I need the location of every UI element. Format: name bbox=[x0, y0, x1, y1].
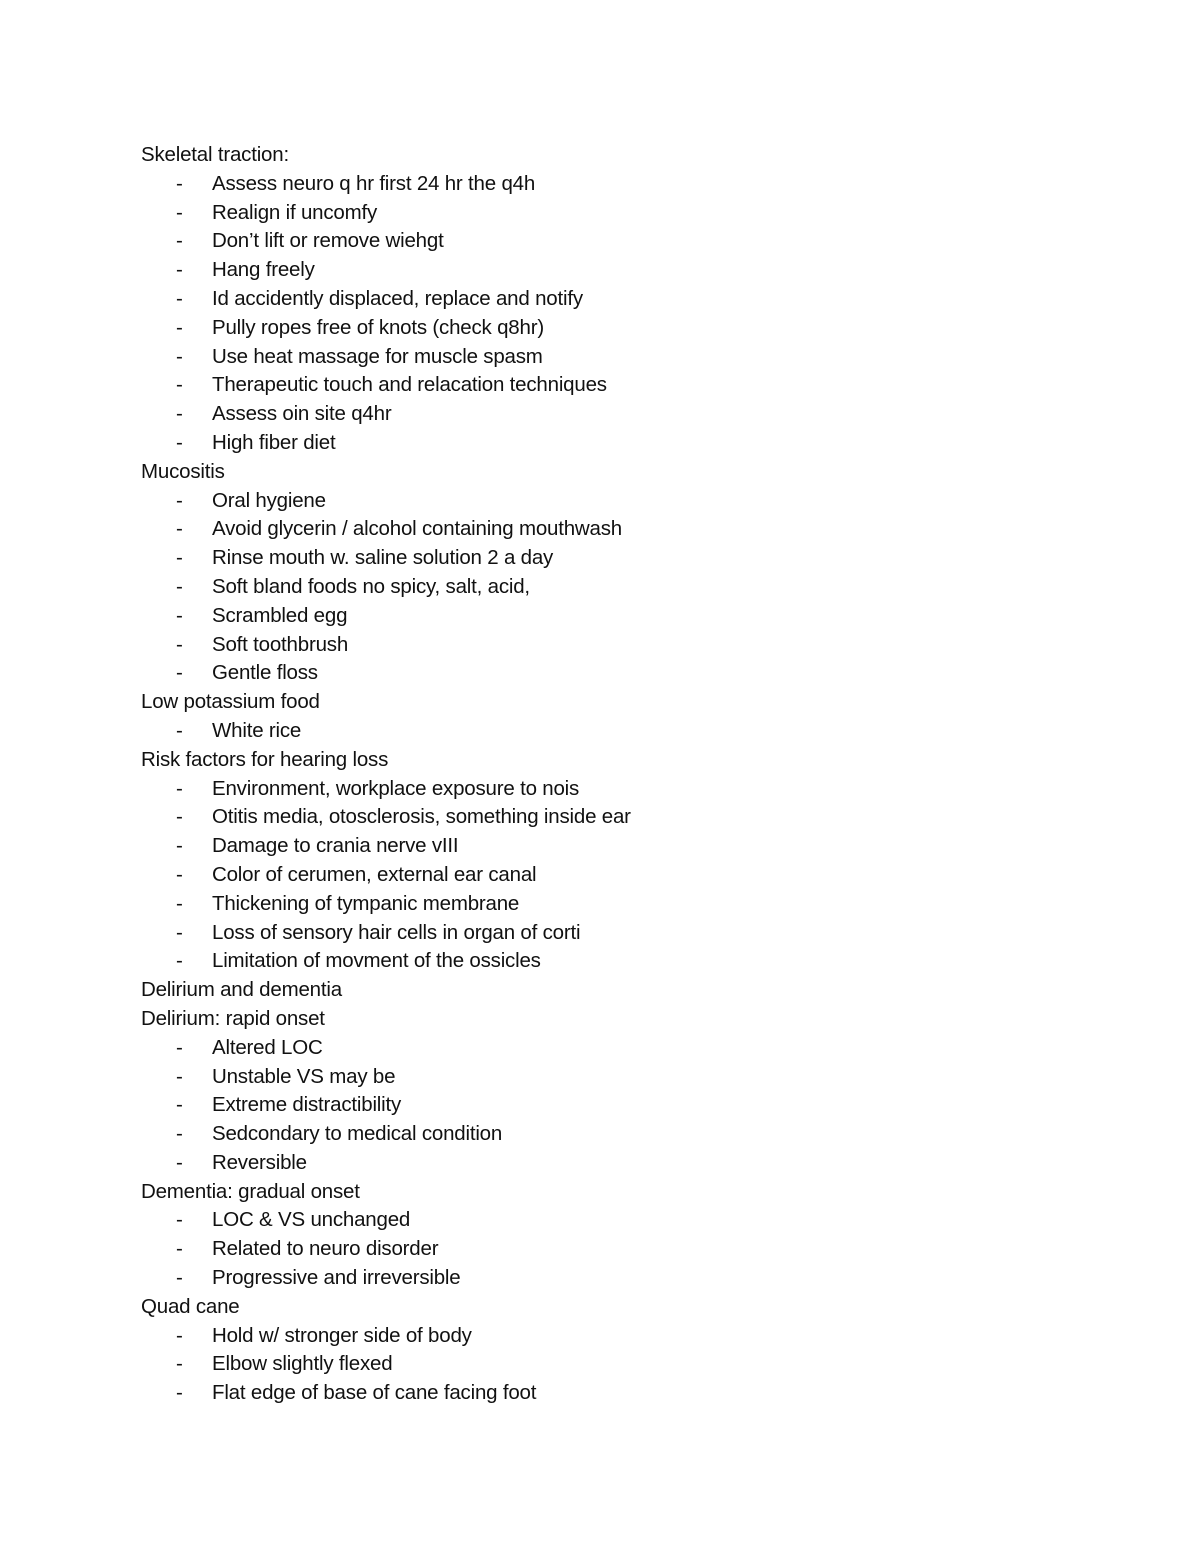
list-item bbox=[141, 314, 1141, 343]
list-item bbox=[141, 1149, 1141, 1178]
bullet-dash: - bbox=[176, 574, 183, 598]
list-item-text: Use heat massage for muscle spasm bbox=[212, 344, 543, 368]
bullet-dash: - bbox=[176, 1035, 183, 1059]
list-item-text: Soft bland foods no spicy, salt, acid, bbox=[212, 574, 530, 598]
list-item bbox=[141, 659, 1141, 688]
bullet-dash: - bbox=[176, 1208, 183, 1232]
list-item bbox=[141, 832, 1141, 861]
list-item-text: Gentle floss bbox=[212, 661, 318, 685]
bullet-dash: - bbox=[176, 315, 183, 339]
list-item bbox=[141, 602, 1141, 631]
list-item bbox=[141, 1063, 1141, 1092]
list-item bbox=[141, 227, 1141, 256]
list-item-text: Sedcondary to medical condition bbox=[212, 1122, 503, 1146]
bullet-dash: - bbox=[176, 373, 183, 397]
bullet-dash: - bbox=[176, 402, 183, 426]
list-item bbox=[141, 573, 1141, 602]
list-item-text: Assess oin site q4hr bbox=[212, 402, 392, 426]
bullet-dash: - bbox=[176, 776, 183, 800]
section-heading: Low potassium food bbox=[141, 690, 320, 714]
section-heading: Skeletal traction: bbox=[141, 143, 289, 166]
list-item bbox=[141, 1235, 1141, 1264]
list-item bbox=[141, 1350, 1141, 1379]
list-item bbox=[141, 1206, 1141, 1235]
list-item-text: Reversible bbox=[212, 1150, 307, 1174]
list-item-text: Soft toothbrush bbox=[212, 632, 349, 656]
section-heading: Delirium and dementia bbox=[141, 978, 342, 1002]
bullet-dash: - bbox=[176, 1237, 183, 1261]
list-item-text: Altered LOC bbox=[212, 1035, 323, 1059]
bullet-dash: - bbox=[176, 1323, 183, 1347]
list-item-text: LOC & VS unchanged bbox=[212, 1208, 411, 1232]
list-item bbox=[141, 256, 1141, 285]
list-item bbox=[141, 717, 1141, 746]
list-item-text: Thickening of tympanic membrane bbox=[212, 891, 520, 915]
list-item bbox=[141, 400, 1141, 429]
list-item-text: Limitation of movment of the ossicles bbox=[212, 949, 541, 973]
list-item bbox=[141, 775, 1141, 804]
bullet-dash: - bbox=[176, 1352, 183, 1376]
list-item bbox=[141, 1322, 1141, 1351]
list-item bbox=[141, 1034, 1141, 1063]
list-item bbox=[141, 861, 1141, 890]
list-item-text: Flat edge of base of cane facing foot bbox=[212, 1381, 537, 1405]
section-heading: Mucositis bbox=[141, 459, 225, 483]
list-item bbox=[141, 199, 1141, 228]
list-item-text: Elbow slightly flexed bbox=[212, 1352, 393, 1376]
list-item-text: Therapeutic touch and relacation techniques bbox=[212, 373, 607, 397]
bullet-dash: - bbox=[176, 603, 183, 627]
section-heading: Risk factors for hearing loss bbox=[141, 747, 389, 771]
section-heading: Delirium: rapid onset bbox=[141, 1006, 325, 1030]
section-heading: Dementia: gradual onset bbox=[141, 1179, 360, 1203]
list-item bbox=[141, 1091, 1141, 1120]
bullet-dash: - bbox=[176, 171, 183, 195]
list-item-text: Related to neuro disorder bbox=[212, 1237, 439, 1261]
bullet-dash: - bbox=[176, 1093, 183, 1117]
document-page bbox=[141, 141, 1141, 1408]
list-item-text: Color of cerumen, external ear canal bbox=[212, 862, 537, 886]
bullet-dash: - bbox=[176, 517, 183, 541]
list-item-text: Avoid glycerin / alcohol containing mouthwash bbox=[212, 517, 622, 541]
list-item-text: Otitis media, otosclerosis, something inside ear bbox=[212, 805, 631, 829]
list-item-text: Loss of sensory hair cells in organ of corti bbox=[212, 920, 581, 944]
list-item bbox=[141, 631, 1141, 660]
bullet-dash: - bbox=[176, 546, 183, 570]
bullet-dash: - bbox=[176, 862, 183, 886]
section-heading: Quad cane bbox=[141, 1294, 240, 1318]
list-item-text: Don’t lift or remove wiehgt bbox=[212, 229, 444, 253]
list-item-text: Rinse mouth w. saline solution 2 a day bbox=[212, 546, 554, 570]
list-item-text: Id accidently displaced, replace and notify bbox=[212, 286, 583, 310]
list-item-text: Environment, workplace exposure to nois bbox=[212, 776, 580, 800]
list-item-text: Hold w/ stronger side of body bbox=[212, 1323, 472, 1347]
bullet-dash: - bbox=[176, 1266, 183, 1290]
bullet-dash: - bbox=[176, 488, 183, 512]
bullet-dash: - bbox=[176, 344, 183, 368]
bullet-dash: - bbox=[176, 949, 183, 973]
list-item bbox=[141, 515, 1141, 544]
bullet-dash: - bbox=[176, 1381, 183, 1405]
list-item bbox=[141, 487, 1141, 516]
bullet-dash: - bbox=[176, 834, 183, 858]
list-item-text: Realign if uncomfy bbox=[212, 200, 378, 224]
list-item bbox=[141, 1120, 1141, 1149]
bullet-dash: - bbox=[176, 920, 183, 944]
list-item bbox=[141, 285, 1141, 314]
bullet-dash: - bbox=[176, 632, 183, 656]
list-item bbox=[141, 890, 1141, 919]
list-item-text: Unstable VS may be bbox=[212, 1064, 396, 1088]
bullet-dash: - bbox=[176, 258, 183, 282]
bullet-dash: - bbox=[176, 286, 183, 310]
bullet-dash: - bbox=[176, 430, 183, 454]
bullet-dash: - bbox=[176, 1122, 183, 1146]
bullet-dash: - bbox=[176, 805, 183, 829]
bullet-dash: - bbox=[176, 661, 183, 685]
bullet-dash: - bbox=[176, 1150, 183, 1174]
list-item-text: White rice bbox=[212, 718, 302, 742]
list-item-text: Hang freely bbox=[212, 258, 315, 282]
list-item-text: Damage to crania nerve vIII bbox=[212, 834, 459, 858]
list-item bbox=[141, 1264, 1141, 1293]
list-item bbox=[141, 371, 1141, 400]
list-item-text: Progressive and irreversible bbox=[212, 1266, 461, 1290]
bullet-dash: - bbox=[176, 891, 183, 915]
bullet-dash: - bbox=[176, 718, 183, 742]
bullet-dash: - bbox=[176, 1064, 183, 1088]
list-item-text: Assess neuro q hr first 24 hr the q4h bbox=[212, 171, 536, 195]
bullet-dash: - bbox=[176, 200, 183, 224]
list-item bbox=[141, 343, 1141, 372]
list-item-text: High fiber diet bbox=[212, 430, 336, 454]
list-item bbox=[141, 947, 1141, 976]
list-item bbox=[141, 1379, 1141, 1408]
bullet-dash: - bbox=[176, 229, 183, 253]
list-item bbox=[141, 803, 1141, 832]
list-item bbox=[141, 544, 1141, 573]
list-item bbox=[141, 919, 1141, 948]
list-item-text: Scrambled egg bbox=[212, 603, 348, 627]
list-item bbox=[141, 429, 1141, 458]
list-item bbox=[141, 170, 1141, 199]
list-item-text: Pully ropes free of knots (check q8hr) bbox=[212, 315, 544, 339]
list-item-text: Oral hygiene bbox=[212, 488, 326, 512]
list-item-text: Extreme distractibility bbox=[212, 1093, 402, 1117]
